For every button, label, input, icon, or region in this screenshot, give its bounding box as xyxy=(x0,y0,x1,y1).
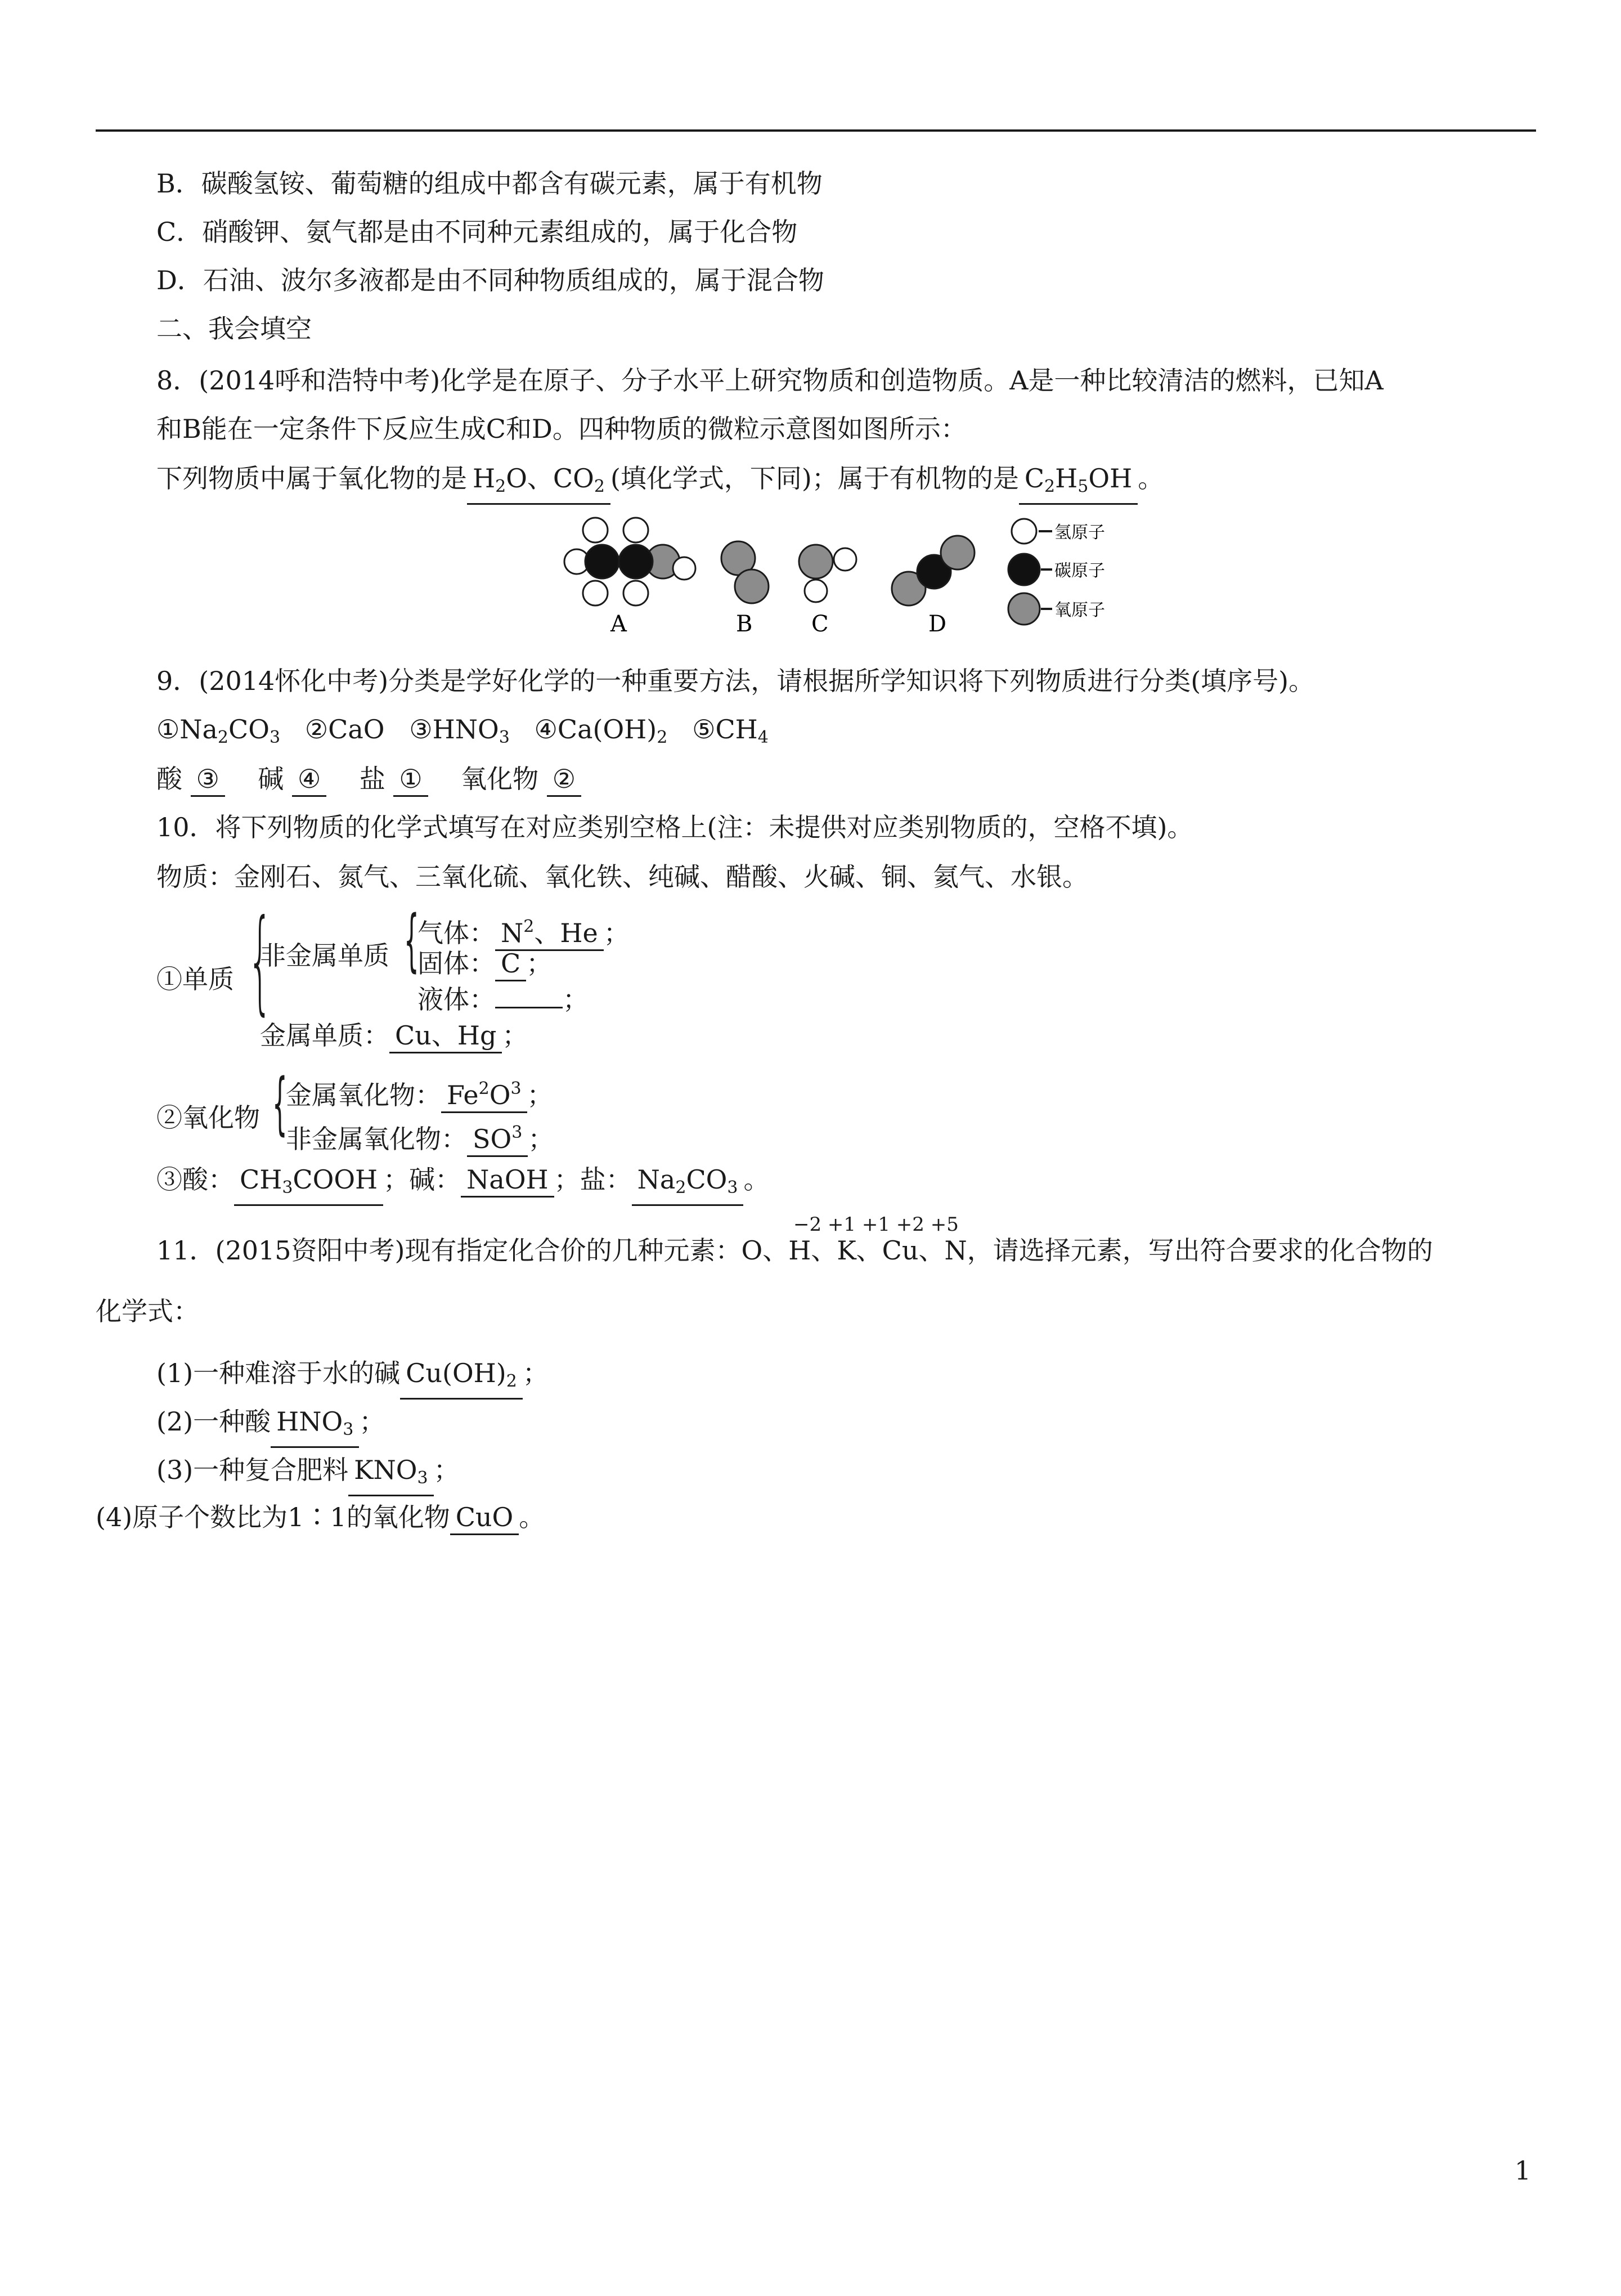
q11-p1: (1)一种难溶于水的碱 $Cu(OH)_2$ ； xyxy=(156,1356,549,1400)
q10-oxide-label: ②氧化物 xyxy=(156,1102,260,1133)
q9-base-answer: ④ xyxy=(292,763,326,797)
molecule-d xyxy=(892,536,975,637)
oxygen-atom xyxy=(941,536,975,569)
q10-solid-label: 固体： xyxy=(417,948,495,979)
label-c: C xyxy=(811,611,829,637)
hydrogen-atom xyxy=(805,580,827,602)
label-b: B xyxy=(736,611,753,637)
hydrogen-atom xyxy=(623,581,648,606)
legend-carbon-label: 碳原子 xyxy=(1054,561,1105,581)
q10-salt-label: 盐： xyxy=(580,1164,632,1195)
q11-p2: (2)一种酸 $HNO_3$ ； xyxy=(156,1405,385,1448)
q10-nonmetal-oxide-label: 非金属氧化物： xyxy=(286,1124,467,1154)
hydrogen-atom xyxy=(834,548,856,571)
q8-line3-mid: (填化学式，下同)；属于有机物的是 xyxy=(610,463,1019,494)
brace-nonmetal: { xyxy=(404,902,419,980)
q10-metal-oxide-answer: $Fe^2O^3$ xyxy=(441,1073,527,1113)
q11-p3-text: (3)一种复合肥料 xyxy=(156,1455,349,1485)
molecule-b xyxy=(721,541,769,637)
q9-answers xyxy=(156,762,581,797)
q10-solid-row: 固体： C ； xyxy=(417,947,552,981)
option-b: B．碳酸氢铵、葡萄糖的组成中都含有碳元素，属于有机物 xyxy=(156,168,823,199)
q9-oxide-answer: ② xyxy=(547,763,581,797)
q8-line3-prefix: 下列物质中属于氧化物的是 xyxy=(156,463,467,494)
q11-line1: 11．(2015资阳中考)现有指定化合价的几种元素：O、H、K、Cu、N，请选择元素，写出符合要求的化合物的 xyxy=(156,1235,1433,1266)
label-d: D xyxy=(928,611,947,637)
carbon-atom xyxy=(585,545,619,579)
q10-acid-answer: $CH_3COOH$ xyxy=(234,1163,383,1206)
q8-oxide-answer: $H_2O$、$CO_2$ xyxy=(467,462,610,505)
molecule-c xyxy=(799,545,856,637)
q11-p1-answer: $Cu(OH)_2$ xyxy=(400,1357,523,1400)
q9-acid-label: 酸 xyxy=(156,764,182,794)
q10-gas-answer-a: N xyxy=(501,918,524,948)
q10-line2: 物质：金刚石、氮气、三氧化硫、氧化铁、纯碱、醋酸、火碱、铜、氦气、水银。 xyxy=(156,862,1088,892)
q10-acid-row: ③酸： $CH_3COOH$ ；碱： NaOH ；盐： $Na_2CO_3$ 。 xyxy=(156,1163,769,1206)
legend-oxygen-icon xyxy=(1008,593,1040,625)
q10-line1: 10．将下列物质的化学式填写在对应类别空格上(注：未提供对应类别物质的，空格不填)。 xyxy=(156,812,1193,842)
q10-acid-label: ③酸： xyxy=(156,1164,234,1195)
page-number: 1 xyxy=(1514,2155,1531,2186)
q10-nonmetal-oxide-row: 非金属氧化物： $SO^3$ ； xyxy=(286,1116,554,1157)
q9-item-3: ③HNO xyxy=(409,714,499,745)
legend-oxygen-label: 氧原子 xyxy=(1054,600,1105,620)
q10-metal-row: 金属单质： Cu、Hg ； xyxy=(260,1019,528,1053)
q10-liquid-row: 液体： ； xyxy=(417,984,589,1015)
q8-line2: 和B能在一定条件下反应生成C和D。四种物质的微粒示意图如图所示： xyxy=(156,414,967,444)
q10-liquid-answer xyxy=(495,1007,563,1008)
q10-metal-answer: Cu、Hg xyxy=(389,1019,502,1053)
q9-line1: 9．(2014怀化中考)分类是学好化学的一种重要方法，请根据所学知识将下列物质进行分类(填序号)。 xyxy=(156,666,1315,696)
q11-p4: (4)原子个数比为1∶1的氧化物 CuO 。 xyxy=(96,1500,545,1535)
q10-nonmetal-label: 非金属单质 xyxy=(260,940,389,971)
q9-item-5: ⑤CH xyxy=(692,714,758,745)
q10-liquid-label: 液体： xyxy=(417,984,495,1015)
q10-salt-answer: $Na_2CO_3$ xyxy=(632,1163,744,1206)
hydrogen-atom xyxy=(583,518,608,542)
q10-simple-label: ①单质 xyxy=(156,964,234,994)
q11-p2-answer: $HNO_3$ xyxy=(271,1405,359,1448)
hydrogen-atom xyxy=(673,557,695,580)
q11-p1-text: (1)一种难溶于水的碱 xyxy=(156,1358,401,1388)
oxygen-atom xyxy=(735,569,769,603)
header-rule xyxy=(96,129,1536,132)
q10-base-answer: NaOH xyxy=(461,1163,554,1198)
q10-metal-oxide-label: 金属氧化物： xyxy=(286,1080,441,1110)
q10-gas-row: 气体： $N^2$、He ； xyxy=(417,911,630,951)
q10-solid-answer: C xyxy=(495,947,526,981)
q9-item-1: ①Na xyxy=(156,714,218,745)
q10-metal-answer-a: Cu xyxy=(395,1020,432,1051)
q9-item-4: ④Ca(OH) xyxy=(534,714,657,745)
q10-metal-answer-b: Hg xyxy=(457,1020,497,1051)
q10-metal-oxide-row: 金属氧化物： $Fe^2O^3$ ； xyxy=(286,1073,553,1113)
hydrogen-atom xyxy=(583,581,608,606)
q11-p4-answer: CuO xyxy=(450,1501,519,1535)
q9-acid-answer: ③ xyxy=(191,763,225,797)
q11-p2-text: (2)一种酸 xyxy=(156,1406,271,1437)
brace-oxide: { xyxy=(272,1065,288,1143)
q8-line1: 8．(2014呼和浩特中考)化学是在原子、分子水平上研究物质和创造物质。A是一种比较清洁的燃料，已知A xyxy=(156,365,1384,396)
q10-gas-answer-b: He xyxy=(560,918,598,948)
legend-hydrogen-label: 氢原子 xyxy=(1054,523,1105,542)
label-a: A xyxy=(610,611,627,637)
q11-valences: −2 +1 +1 +2 +5 xyxy=(793,1213,959,1236)
legend-carbon-icon xyxy=(1008,554,1040,585)
carbon-atom xyxy=(619,545,653,579)
q9-items: $①Na_2CO_3$ ②CaO $③HNO_3$ $④Ca(OH)_2$ $⑤CH_4$ xyxy=(156,714,769,747)
q10-gas-label: 气体： xyxy=(417,918,495,948)
hydrogen-atom xyxy=(623,518,648,542)
q8-line3 xyxy=(156,461,1164,505)
q10-gas-answer: $N^2$、He xyxy=(495,911,604,951)
q9-oxide-label: 氧化物 xyxy=(461,764,539,794)
q10-base-label: 碱： xyxy=(409,1164,461,1195)
q8-organic-answer: $C_2H_5OH$ xyxy=(1019,462,1138,505)
section-title: 二、我会填空 xyxy=(156,313,312,344)
q10-nonmetal-oxide-answer: $SO^3$ xyxy=(467,1116,528,1157)
option-c: C．硝酸钾、氨气都是由不同种元素组成的，属于化合物 xyxy=(156,217,798,247)
q11-line2: 化学式： xyxy=(96,1296,199,1326)
brace-simple: { xyxy=(248,895,273,1026)
legend xyxy=(1008,519,1105,625)
q10-metal-label: 金属单质： xyxy=(260,1020,389,1051)
legend-hydrogen-icon xyxy=(1012,519,1036,544)
q11-p4-text: (4)原子个数比为1∶1的氧化物 xyxy=(96,1502,450,1532)
q9-item-2: ②CaO xyxy=(304,714,385,745)
q9-salt-answer: ① xyxy=(393,763,428,797)
q9-salt-label: 盐 xyxy=(359,764,385,794)
option-d: D．石油、波尔多液都是由不同种物质组成的，属于混合物 xyxy=(156,265,824,295)
molecule-a xyxy=(564,518,695,637)
q9-base-label: 碱 xyxy=(258,764,284,794)
q11-p3: (3)一种复合肥料 $KNO_3$ ； xyxy=(156,1453,460,1496)
q8-line3-suffix: 。 xyxy=(1138,463,1164,494)
oxygen-atom xyxy=(799,545,833,579)
q11-p3-answer: $KNO_3$ xyxy=(348,1454,433,1496)
molecule-diagram xyxy=(557,512,1176,658)
